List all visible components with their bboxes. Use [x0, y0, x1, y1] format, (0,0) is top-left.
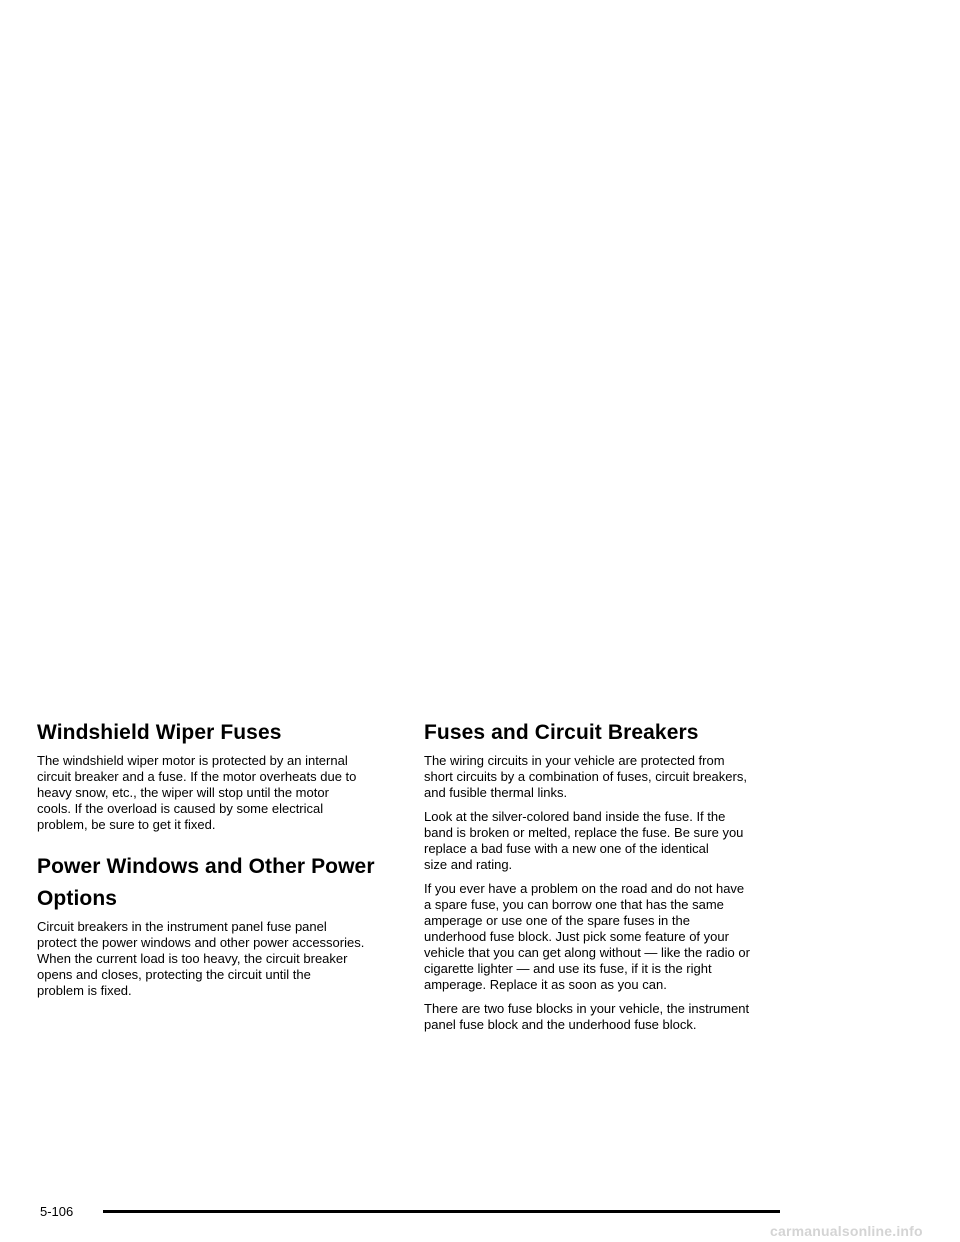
section-heading-power-windows: Power Windows and Other Power Options	[37, 855, 375, 910]
right-column	[424, 717, 784, 1041]
section-heading-windshield-wiper-fuses: Windshield Wiper Fuses	[37, 721, 282, 744]
paragraph-fuse-blocks: There are two fuse blocks in your vehicle, the instrument panel fuse block and the underhood fuse block.	[424, 1001, 750, 1032]
left-column	[37, 717, 399, 1007]
page-number: 5-106	[40, 1204, 74, 1219]
section-heading-fuses-circuit-breakers: Fuses and Circuit Breakers	[424, 721, 699, 744]
footer-divider	[103, 1210, 780, 1213]
watermark-link[interactable]: carmanualsonline.info	[770, 1223, 923, 1239]
paragraph-silver-band: Look at the silver-colored band inside the fuse. If the band is broken or melted, replace the fuse. Be sure you replace a bad fuse with a new one of the identical size and rating.	[424, 809, 744, 872]
paragraph-power-windows: Circuit breakers in the instrument panel fuse panel protect the power windows and other power accessories. When the current load is too heavy, the circuit breaker opens and closes, protecting the circuit until the problem is fixed.	[37, 919, 365, 998]
paragraph-wiring-circuits: The wiring circuits in your vehicle are protected from short circuits by a combination of fuses, circuit breakers, and fusible thermal links.	[424, 753, 747, 800]
paragraph-windshield-wiper: The windshield wiper motor is protected by an internal circuit breaker and a fuse. If the motor overheats due to heavy snow, etc., the wiper will stop until the motor cools. If the overload is caused by some electrical problem, be sure to get it fixed.	[37, 753, 357, 832]
paragraph-spare-fuse: If you ever have a problem on the road and do not have a spare fuse, you can borrow one that has the same amperage or use one of the spare fuses in the underhood fuse block. Just pick some feature of your vehicle that you can get along without — like the radio or cigarette lighter — and use its fuse, if it is the right amperage. Replace it as soon as you can.	[424, 881, 750, 992]
